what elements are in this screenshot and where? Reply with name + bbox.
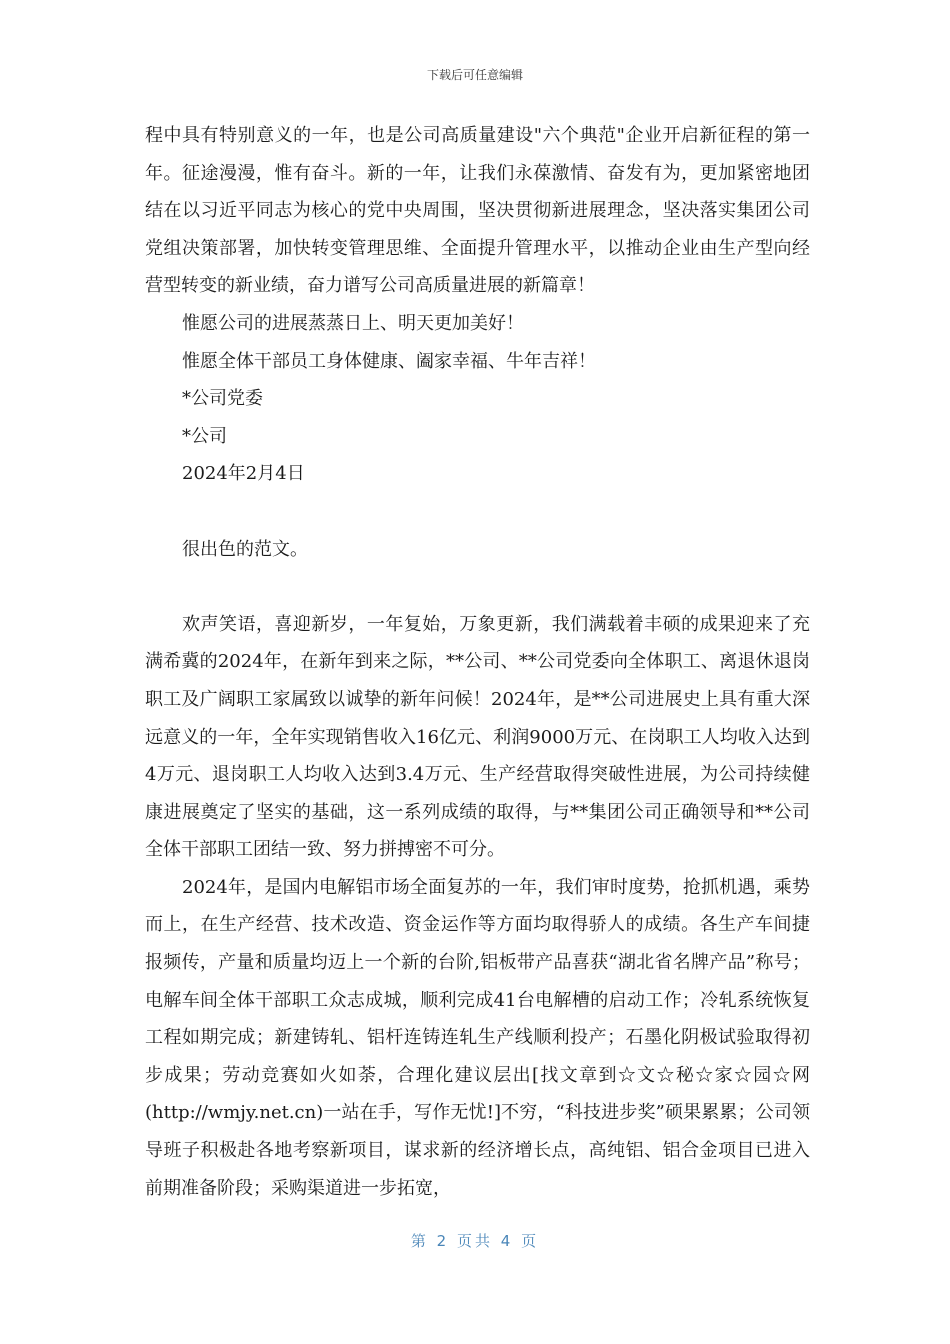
wish-line-2: 惟愿全体干部员工身体健康、阖家幸福、牛年吉祥！ xyxy=(182,350,596,372)
signature-date: 2024年2月4日 xyxy=(182,463,305,485)
paragraph-new-year-greeting: 欢声笑语，喜迎新岁，一年复始，万象更新，我们满载着丰硕的成果迎来了充满希冀的2024年，在新年到来之际，**公司、**公司党委向全体职工、离退休退岗职工及广阔职工家属致以诚挚的新年问候！2024年，是**公司进展史上具有重大深远意义的一年，全年实现销售收入16亿元、利润9000万元、在岗职工人均收入达到4万元、退岗职工人均收入达到3.4万元、生产经营取得突破性进展，为公司持续健康进展奠定了坚实的基础，这一系列成绩的取得，与**集团公司正确领导和**公司全体干部职工团结一致、努力拼搏密不可分。 xyxy=(145,613,810,861)
paragraph-achievements: 2024年，是国内电解铝市场全面复苏的一年，我们审时度势，抢抓机遇，乘势而上，在生产经营、技术改造、资金运作等方面均取得骄人的成绩。各生产车间捷报频传，产量和质量均迈上一个新的台阶,铝板带产品喜获“湖北省名牌产品”称号；电解车间全体干部职工众志成城，顺利完成41台电解槽的启动工作；冷轧系统恢复工程如期完成；新建铸轧、铝杆连铸连轧生产线顺利投产；石墨化阴极试验取得初步成果；劳动竞赛如火如荼，合理化建议层出[找文章到☆文☆秘☆家☆园☆网(http://wmjy.net.cn)一站在手，写作无忧!]不穷，“科技进步奖”硕果累累；公司领导班子积极赴各地考察新项目，谋求新的经济增长点，高纯铝、铝合金项目已进入前期准备阶段；采购渠道进一步拓宽， xyxy=(145,876,810,1199)
spacer xyxy=(145,493,810,531)
document-body xyxy=(145,117,810,1207)
spacer xyxy=(145,568,810,606)
page-header: 下载后可任意编辑 xyxy=(426,68,523,82)
signature-company: *公司 xyxy=(182,425,227,447)
comment-line: 很出色的范文。 xyxy=(182,538,308,560)
wish-line-1: 惟愿公司的进展蒸蒸日上、明天更加美好！ xyxy=(182,312,524,334)
paragraph-continued: 程中具有特别意义的一年，也是公司高质量建设"六个典范"企业开启新征程的第一年。征途漫漫，惟有奋斗。新的一年，让我们永葆激情、奋发有为，更加紧密地团结在以习近平同志为核心的党中央周围，坚决贯彻新进展理念，坚决落实集团公司党组决策部署，加快转变管理思维、全面提升管理水平，以推动企业由生产型向经营型转变的新业绩，奋力谱写公司高质量进展的新篇章！ xyxy=(145,125,810,297)
signature-party-committee: *公司党委 xyxy=(182,388,263,410)
page-number-footer: 第 2 页共 4 页 xyxy=(410,1232,540,1250)
